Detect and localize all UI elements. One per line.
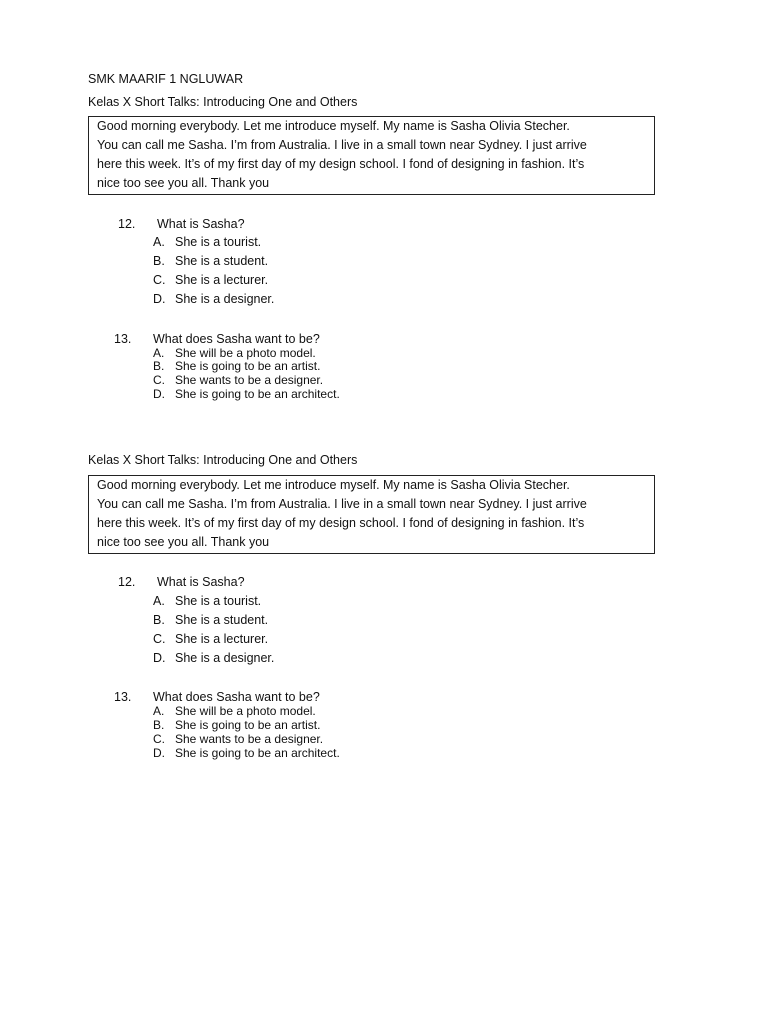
question-text: What is Sasha?: [157, 217, 245, 231]
answer-option: [153, 594, 261, 608]
option-letter: C.: [153, 273, 166, 287]
question-text: What does Sasha want to be?: [153, 690, 320, 704]
passage-line: You can call me Sasha. I’m from Australia. I live in a small town near Sydney. I just arrive: [97, 138, 587, 152]
option-text: She is going to be an artist.: [175, 718, 321, 732]
option-text: She is going to be an artist.: [175, 359, 321, 373]
option-text: She is going to be an architect.: [175, 387, 340, 401]
option-letter: B.: [153, 359, 165, 373]
option-text: She will be a photo model.: [175, 346, 316, 360]
option-letter: B.: [153, 613, 165, 627]
answer-option: [153, 718, 320, 732]
answer-option: [153, 704, 316, 718]
question-number: 13.: [114, 332, 132, 346]
answer-option: [153, 359, 320, 373]
school-name: SMK MAARIF 1 NGLUWAR: [88, 72, 244, 86]
question-number: 12.: [118, 217, 136, 231]
passage-line: Good morning everybody. Let me introduce myself. My name is Sasha Olivia Stecher.: [97, 478, 570, 492]
option-text: She wants to be a designer.: [175, 373, 324, 387]
passage-line: You can call me Sasha. I’m from Australia. I live in a small town near Sydney. I just arrive: [97, 497, 587, 511]
option-letter: D.: [153, 387, 165, 401]
option-letter: C.: [153, 732, 165, 746]
option-letter: B.: [153, 718, 165, 732]
option-text: She is a tourist.: [175, 235, 262, 249]
option-text: She is a student.: [175, 613, 269, 627]
option-letter: A.: [153, 704, 165, 718]
answer-option: [153, 632, 268, 646]
section-heading: Kelas X Short Talks: Introducing One and Others: [88, 95, 358, 109]
option-text: She is a tourist.: [175, 594, 262, 608]
answer-option: [153, 373, 323, 387]
option-letter: A.: [153, 346, 165, 360]
option-letter: D.: [153, 651, 166, 665]
option-text: She is a lecturer.: [175, 273, 269, 287]
question-text: What does Sasha want to be?: [153, 332, 320, 346]
answer-option: [153, 746, 340, 760]
option-text: She will be a photo model.: [175, 704, 316, 718]
option-text: She is a designer.: [175, 651, 275, 665]
option-letter: A.: [153, 235, 165, 249]
answer-option: [153, 292, 274, 306]
passage-line: Good morning everybody. Let me introduce myself. My name is Sasha Olivia Stecher.: [97, 119, 570, 133]
option-letter: B.: [153, 254, 165, 268]
option-letter: D.: [153, 292, 166, 306]
section-heading: Kelas X Short Talks: Introducing One and Others: [88, 453, 358, 467]
passage-line: nice too see you all. Thank you: [97, 535, 270, 549]
option-text: She wants to be a designer.: [175, 732, 324, 746]
question-text: What is Sasha?: [157, 575, 245, 589]
reading-passage: [88, 116, 655, 195]
answer-option: [153, 273, 268, 287]
option-text: She is going to be an architect.: [175, 746, 340, 760]
answer-option: [153, 732, 323, 746]
option-letter: D.: [153, 746, 165, 760]
answer-option: [153, 387, 340, 401]
answer-option: [153, 613, 268, 627]
option-letter: C.: [153, 373, 165, 387]
question-number: 12.: [118, 575, 136, 589]
passage-line: here this week. It’s of my first day of my design school. I fond of designing in fashion. It’s: [97, 157, 585, 171]
answer-option: [153, 254, 268, 268]
passage-line: here this week. It’s of my first day of my design school. I fond of designing in fashion. It’s: [97, 516, 585, 530]
option-letter: C.: [153, 632, 166, 646]
reading-passage: [88, 475, 655, 554]
option-letter: A.: [153, 594, 165, 608]
answer-option: [153, 346, 316, 360]
question-number: 13.: [114, 690, 132, 704]
answer-option: [153, 651, 274, 665]
passage-line: nice too see you all. Thank you: [97, 176, 270, 190]
option-text: She is a designer.: [175, 292, 275, 306]
option-text: She is a lecturer.: [175, 632, 269, 646]
option-text: She is a student.: [175, 254, 269, 268]
answer-option: [153, 235, 261, 249]
